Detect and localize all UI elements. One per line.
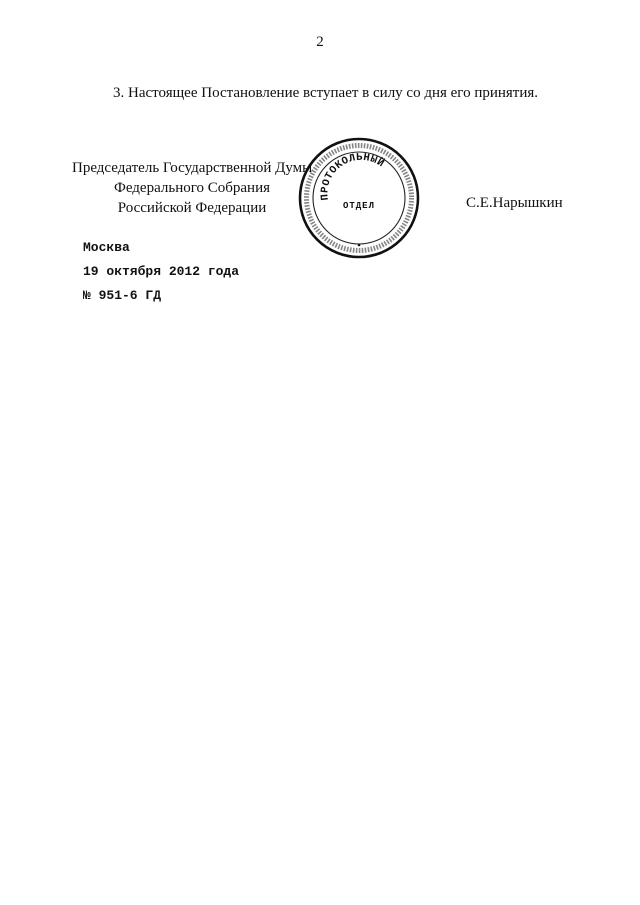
page-number: 2 — [316, 34, 324, 50]
date-of-signing: 19 октября 2012 года — [83, 264, 240, 279]
document-number: № 951-6 ГД — [83, 288, 162, 303]
place-of-signing: Москва — [83, 240, 130, 255]
svg-text:ПРОТОКОЛЬНЫЙ — [319, 152, 387, 201]
seal-dot — [358, 244, 361, 247]
signatory-name: С.Е.Нарышкин — [466, 195, 563, 211]
signatory-position — [72, 158, 312, 218]
position-line-1: Председатель Государственной Думы — [72, 160, 313, 176]
official-seal — [298, 137, 420, 259]
seal-arc-text: ПРОТОКОЛЬНЫЙ — [319, 151, 387, 201]
seal-center-text: ОТДЕЛ — [342, 201, 376, 211]
position-line-3: Российской Федерации — [117, 200, 267, 216]
clause-3-text: 3. Настоящее Постановление вступает в силу со дня его принятия. — [113, 85, 539, 101]
position-line-2: Федерального Собрания — [113, 180, 271, 196]
